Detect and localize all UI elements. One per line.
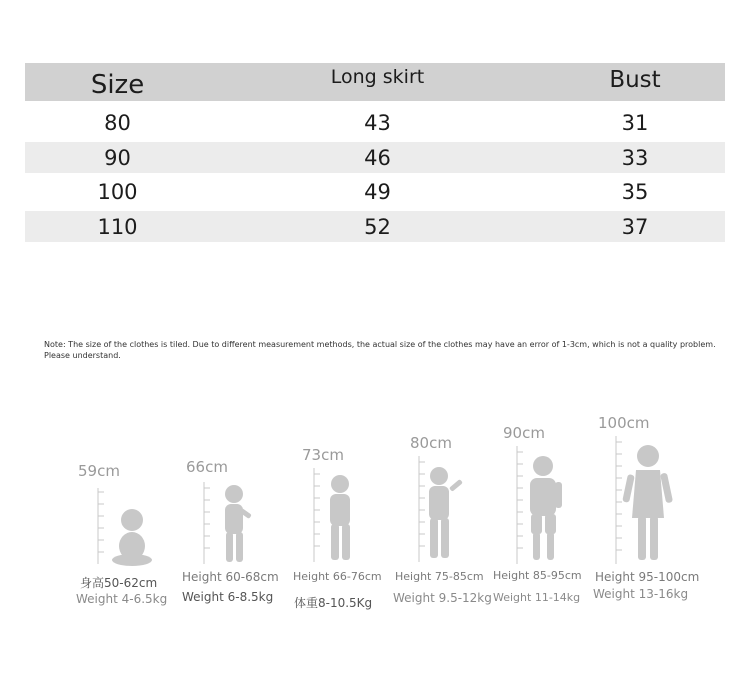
cell-long-skirt: 46 [364,145,391,170]
child-silhouette-icon [80,480,160,580]
cell-size: 100 [97,180,138,204]
table-row [25,107,725,139]
cell-bust: 31 [621,111,649,135]
weight-range: Weight 13-16kg [593,587,689,601]
weight-range: 体重8-10.5Kg [294,596,373,610]
height-chart [0,400,750,620]
cell-size: 80 [104,111,131,135]
child-silhouette-icon [405,452,485,572]
weight-range: Weight 9.5-12kg [393,591,492,605]
child-silhouette-icon [300,464,380,574]
height-mark: 66cm [186,458,228,476]
header-size: Size [90,70,145,100]
table-header-row [25,63,725,101]
height-mark: 80cm [410,434,452,452]
weight-range: Weight 6-8.5kg [182,590,274,604]
cell-long-skirt: 52 [364,214,391,239]
table-row [25,176,725,208]
child-silhouette-icon [600,432,690,572]
header-long-skirt: Long skirt [330,66,425,88]
cell-bust: 35 [621,180,649,204]
header-bust: Bust [609,67,661,93]
cell-long-skirt: 49 [364,180,391,204]
table-row [25,142,725,173]
cell-size: 110 [97,214,138,239]
size-table [25,63,725,245]
height-mark: 73cm [302,446,344,464]
height-mark: 90cm [503,424,545,442]
height-mark: 100cm [598,414,650,432]
height-range: Height 95-100cm [595,570,700,584]
weight-range: Weight 11-14kg [493,591,581,604]
cell-bust: 37 [621,214,649,239]
child-silhouette-icon [188,478,268,578]
height-range: Height 75-85cm [395,570,484,583]
cell-long-skirt: 43 [364,111,391,135]
cell-bust: 33 [621,145,649,170]
measurement-note: Note: The size of the clothes is tiled. Due to different measurement methods, the actual size of the clothes may have an error of 1-3cm, which is not a quality problem. Please understand. [44,340,716,360]
height-mark: 59cm [78,462,120,480]
height-range: Height 66-76cm [293,570,382,583]
table-row [25,211,725,242]
height-range: Height 85-95cm [493,569,582,582]
cell-size: 90 [104,145,131,170]
weight-range: Weight 4-6.5kg [76,592,168,606]
height-range: Height 60-68cm [182,570,279,584]
child-silhouette-icon [505,442,595,572]
height-range: 身高50-62cm [80,576,158,590]
